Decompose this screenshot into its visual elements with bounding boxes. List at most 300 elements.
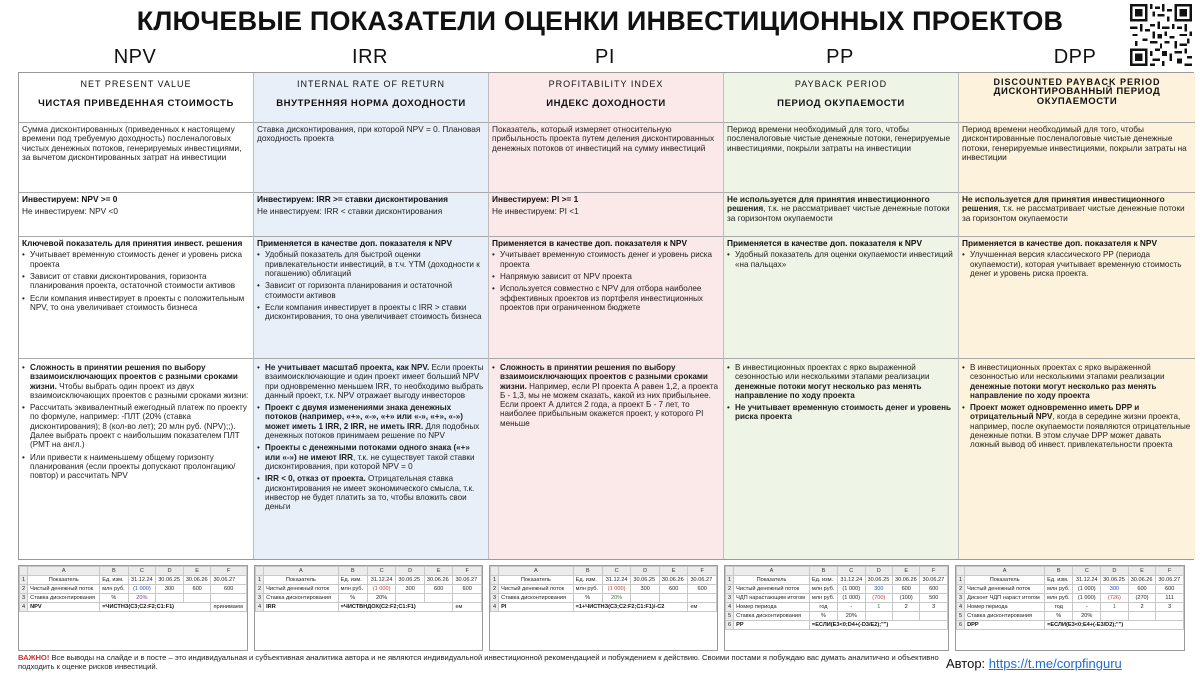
table-cell: 30.06.27 xyxy=(453,576,482,585)
table-cell: 2 xyxy=(893,603,920,612)
table-row xyxy=(726,603,948,612)
table-cell: B xyxy=(100,567,128,576)
table-cell: C xyxy=(602,567,631,576)
header-en: PAYBACK PERIOD xyxy=(794,79,888,89)
table-cell: % xyxy=(573,594,602,603)
table-cell: 600 xyxy=(688,585,717,594)
table-cell: (1 000) xyxy=(128,585,156,594)
table-cell: 20% xyxy=(602,594,631,603)
disclaimer-label: ВАЖНО! xyxy=(18,653,50,662)
table-cell: A xyxy=(28,567,100,576)
list-item: • Не учитывает масштаб проекта, как NPV. Если проекты взаимоисключающие и один проект имеет больший NPV при одновременно меньшем IRR, то необходимо выбрать данный проект, т.к. NPV отражает выгоду инвесторов xyxy=(257,363,485,400)
table-cell: ем xyxy=(688,603,717,612)
list-item: • Сложность в принятии решения по выбору взаимоисключающих проектов с разными сроками жизни. Чтобы выбрать один проект из двух взаимоисключающих проектов с разными сроками жизни: xyxy=(22,363,250,400)
invest-rule: Инвестируем: NPV >= 0 xyxy=(22,194,118,204)
table-cell: C xyxy=(1073,567,1101,576)
table-cell: млн руб. xyxy=(573,585,602,594)
table-cell: 3 xyxy=(491,594,499,603)
table-cell: E xyxy=(1128,567,1156,576)
usage-cell xyxy=(19,237,253,359)
table-cell: 5 xyxy=(957,612,965,621)
table-cell: млн руб. xyxy=(100,585,128,594)
table-cell: 3 xyxy=(256,594,264,603)
list-item: • Рассчитать эквивалентный ежегодный платеж по проекту по формуле, например: -ПЛТ (20% (ставка дисконтирования); 8 (кол-во лет); 20 млн руб. (NPV);;). Далее выбрать проект с наибольшим показателем ПЛТ (PMT на англ.) xyxy=(22,403,250,449)
usage-title: Применяется в качестве доп. показателя к NPV xyxy=(727,238,922,248)
table-cell: (1 000) xyxy=(1073,594,1101,603)
table-cell: 6 xyxy=(957,621,965,630)
table-cell: 2 xyxy=(726,585,734,594)
table-cell: 30.06.27 xyxy=(920,576,948,585)
table-cell: 4 xyxy=(726,603,734,612)
table-cell: - xyxy=(838,603,865,612)
limits-cell xyxy=(724,359,958,561)
table-cell: Показатель xyxy=(28,576,100,585)
header-cell xyxy=(19,73,253,123)
table-cell xyxy=(865,612,892,621)
table-cell: Чистый денежный поток xyxy=(28,585,100,594)
table-cell xyxy=(957,567,965,576)
table-cell: 300 xyxy=(396,585,425,594)
table-cell xyxy=(1156,612,1184,621)
decision-cell xyxy=(254,193,488,237)
table-cell: F xyxy=(211,567,247,576)
table-cell: - xyxy=(1073,603,1101,612)
decision-cell xyxy=(959,193,1195,237)
list-item: • Если компания инвестирует в проекты с положительным NPV, то она увеличивает стоимость бизнеса xyxy=(22,294,250,313)
table-row xyxy=(726,585,948,594)
table-cell: Показатель xyxy=(965,576,1045,585)
table-cell: 300 xyxy=(156,585,184,594)
table-cell: DPP xyxy=(965,621,1045,630)
table-row xyxy=(256,594,482,603)
table-cell: 20% xyxy=(367,594,396,603)
table-cell: Показатель xyxy=(264,576,339,585)
invest-rule: Инвестируем: PI >= 1 xyxy=(492,194,579,204)
table-row xyxy=(20,594,247,603)
table-cell: млн руб. xyxy=(809,594,837,603)
table-cell: Чистый денежный поток xyxy=(734,585,810,594)
table-row xyxy=(957,612,1184,621)
list-item: • Сложность в принятии решения по выбору взаимоисключающих проектов с разными сроками жизни. Например, если PI проекта А равен 1,2, а проекта Б - 1,3, мы не можем сказать, какой из них прибыльнее. Если проект А длится 2 года, а проект Б - 7 лет, то наиболее прибыльным окажется проект, у которого PI меньше xyxy=(492,363,720,428)
table-cell: =ЕСЛИ(E3<0;D4+(-D3/E2);"") xyxy=(809,621,947,630)
table-cell: E xyxy=(183,567,211,576)
author-label: Автор: xyxy=(946,656,989,671)
invest-rule: Не используется для принятия инвестиционного решения xyxy=(962,194,1165,214)
header-ru: ЧИСТАЯ ПРИВЕДЕННАЯ СТОИМОСТЬ xyxy=(38,98,234,109)
table-cell: 30.06.26 xyxy=(659,576,688,585)
table-cell: =1+ЧИСТНЗ(C3;C2:F2;C1:F1)/-C2 xyxy=(573,603,688,612)
table-cell: A xyxy=(499,567,574,576)
definition-cell: Сумма дисконтированных (приведенных к настоящему времени под требуемую доходность) посленалоговых чистых денежных потоков, генерируемых инвестициями, за вычетом дисконтированных затрат на инвестиции xyxy=(19,123,253,193)
noinvest-rule: , т.к. не рассматривает чистые денежные потоки за горизонтом окупаемости xyxy=(727,203,950,223)
limits-cell xyxy=(489,359,723,561)
table-cell: 30.06.27 xyxy=(1156,576,1184,585)
table-cell: E xyxy=(659,567,688,576)
list-item: • Зависит от ставки дисконтирования, горизонта планирования проекта, остаточной стоимости активов xyxy=(22,272,250,291)
table-cell xyxy=(631,594,660,603)
table-cell: (1 000) xyxy=(367,585,396,594)
table-cell: F xyxy=(1156,567,1184,576)
column-dpp xyxy=(959,73,1195,559)
table-cell: NPV xyxy=(28,603,100,612)
table-row xyxy=(256,603,482,612)
table-cell: млн руб. xyxy=(338,585,367,594)
table-cell: F xyxy=(453,567,482,576)
spreadsheet-pi xyxy=(489,565,718,651)
table-cell: 20% xyxy=(1073,612,1101,621)
table-cell: E xyxy=(424,567,453,576)
table-cell: Ставка дисконтирования xyxy=(965,612,1045,621)
table-cell: млн руб. xyxy=(1045,585,1073,594)
noinvest-rule: Не инвестируем: IRR < ставки дисконтирования xyxy=(257,206,443,217)
table-cell: 3 xyxy=(20,594,28,603)
limits-list xyxy=(727,363,955,422)
table-cell: 600 xyxy=(183,585,211,594)
table-cell: (1 000) xyxy=(1073,585,1101,594)
table-cell: B xyxy=(338,567,367,576)
table-cell: 3 xyxy=(920,603,948,612)
definition-cell: Показатель, который измеряет относительную прибыльность проекта путем деления дисконтированных денежных потоков от инвестиций на сумму инвестиций xyxy=(489,123,723,193)
table-cell: C xyxy=(838,567,865,576)
invest-rule: Не используется для принятия инвестиционного решения xyxy=(727,194,930,214)
header-ru: ИНДЕКС ДОХОДНОСТИ xyxy=(546,98,666,109)
usage-title: Применяется в качестве доп. показателя к NPV xyxy=(492,238,687,248)
table-cell: =ЕСЛИ(E3<0;E4+(-E3/D2);"") xyxy=(1045,621,1184,630)
table-cell xyxy=(1101,612,1129,621)
table-cell: Ставка дисконтирования xyxy=(734,612,810,621)
limits-cell xyxy=(959,359,1195,561)
usage-cell xyxy=(489,237,723,359)
table-cell xyxy=(453,594,482,603)
list-item: • Удобный показатель для оценки окупаемости инвестиций «на пальцах» xyxy=(727,250,955,269)
usage-cell xyxy=(959,237,1195,359)
list-item: • Используется совместно с NPV для отбора наиболее эффективных проектов из портфеля инвестиционных проектов при ограниченном бюджете xyxy=(492,284,720,312)
table-row xyxy=(957,585,1184,594)
table-cell xyxy=(893,612,920,621)
table-cell: 111 xyxy=(1156,594,1184,603)
table-cell: Ед. изм. xyxy=(100,576,128,585)
table-cell: (1 000) xyxy=(838,585,865,594)
list-item: • Проекты с денежными потоками одного знака («+» или «-») не имеют IRR, т.к. не существует такой ставки дисконтирования, при которой NPV = 0 xyxy=(257,443,485,471)
table-cell: 20% xyxy=(838,612,865,621)
limits-cell xyxy=(254,359,488,561)
table-cell: 300 xyxy=(865,585,892,594)
table-cell: 30.06.26 xyxy=(424,576,453,585)
table-cell: 1 xyxy=(1101,603,1129,612)
table-cell: 600 xyxy=(1128,585,1156,594)
table-cell xyxy=(424,594,453,603)
spreadsheet-pp xyxy=(724,565,949,651)
table-cell: 30.06.26 xyxy=(1128,576,1156,585)
table-cell: Чистый денежный поток xyxy=(264,585,339,594)
header-ru: ВНУТРЕННЯЯ НОРМА ДОХОДНОСТИ xyxy=(276,98,466,109)
table-cell xyxy=(183,594,211,603)
table-cell: ем xyxy=(453,603,482,612)
table-cell: 600 xyxy=(424,585,453,594)
table-cell: E xyxy=(893,567,920,576)
table-cell xyxy=(20,567,28,576)
table-cell: 4 xyxy=(957,603,965,612)
table-row xyxy=(20,576,247,585)
table-cell xyxy=(659,594,688,603)
table-cell: (1 000) xyxy=(602,585,631,594)
table-cell: 3 xyxy=(1156,603,1184,612)
table-cell: B xyxy=(573,567,602,576)
table-row xyxy=(20,603,247,612)
list-item: • Зависит от горизонта планирования и остаточной стоимости активов xyxy=(257,281,485,300)
abbr-npv: NPV xyxy=(113,46,157,68)
decision-cell xyxy=(724,193,958,237)
table-cell: (726) xyxy=(1101,594,1129,603)
page-title: КЛЮЧЕВЫЕ ПОКАЗАТЕЛИ ОЦЕНКИ ИНВЕСТИЦИОННЫХ ПРОЕКТОВ xyxy=(136,6,1064,36)
list-item: • В инвестиционных проектах с ярко выраженной сезонностью или несколькими этапами реализации денежные потоки могут несколько раз менять направление по ходу проекта xyxy=(727,363,955,400)
table-row xyxy=(491,594,717,603)
usage-cell xyxy=(254,237,488,359)
column-irr xyxy=(254,73,489,559)
abbr-pp: PP xyxy=(826,46,854,68)
abbr-irr: IRR xyxy=(352,46,388,68)
author-link[interactable]: https://t.me/corpfinguru xyxy=(988,656,1122,671)
limits-list xyxy=(22,363,250,481)
table-cell: млн руб. xyxy=(809,585,837,594)
table-cell: 4 xyxy=(20,603,28,612)
list-item: • В инвестиционных проектах с ярко выраженной сезонностью или несколькими этапами реализации денежные потоки могут несколько раз менять направление по ходу проекта xyxy=(962,363,1192,400)
definition-cell: Ставка дисконтирования, при которой NPV = 0. Плановая доходность проекта xyxy=(254,123,488,193)
table-cell xyxy=(688,594,717,603)
table-cell: год xyxy=(809,603,837,612)
table-cell xyxy=(726,567,734,576)
table-cell: 2 xyxy=(256,585,264,594)
table-row xyxy=(726,621,948,630)
table-cell: Ед. изм. xyxy=(573,576,602,585)
table-cell: год xyxy=(1045,603,1073,612)
list-item: • Учитывает временную стоимость денег и уровень риска проекта xyxy=(22,250,250,269)
table-row xyxy=(726,594,948,603)
table-cell: 31.12.24 xyxy=(128,576,156,585)
header-en: NET PRESENT VALUE xyxy=(80,79,192,89)
table-cell: 500 xyxy=(920,594,948,603)
table-cell: 2 xyxy=(20,585,28,594)
table-cell: Показатель xyxy=(499,576,574,585)
column-pp xyxy=(724,73,959,559)
table-cell: 1 xyxy=(726,576,734,585)
usage-list xyxy=(257,250,485,321)
table-cell: 6 xyxy=(726,621,734,630)
author-credit xyxy=(946,656,1122,671)
table-cell: Ед. изм. xyxy=(1045,576,1073,585)
table-cell: 30.06.25 xyxy=(631,576,660,585)
header-cell xyxy=(254,73,488,123)
table-cell: 30.06.25 xyxy=(1101,576,1129,585)
table-cell: 20% xyxy=(128,594,156,603)
table-cell: Ставка дисконтирования xyxy=(28,594,100,603)
table-cell: (1 000) xyxy=(838,594,865,603)
table-cell xyxy=(211,594,247,603)
table-cell: 30.06.25 xyxy=(865,576,892,585)
list-item: • Не учитывает временную стоимость денег и уровень риска проекта xyxy=(727,403,955,422)
spreadsheet-npv xyxy=(18,565,248,651)
column-npv xyxy=(19,73,254,559)
table-cell: 4 xyxy=(491,603,499,612)
table-cell: 30.06.25 xyxy=(396,576,425,585)
table-cell: 600 xyxy=(1156,585,1184,594)
header-en: INTERNAL RATE OF RETURN xyxy=(296,79,445,89)
table-cell: IRR xyxy=(264,603,339,612)
table-cell: 30.06.25 xyxy=(156,576,184,585)
table-cell: A xyxy=(965,567,1045,576)
table-cell xyxy=(396,594,425,603)
list-item: • Учитывает временную стоимость денег и уровень риска проекта xyxy=(492,250,720,269)
table-cell: 2 xyxy=(491,585,499,594)
table-cell: Ед. изм. xyxy=(809,576,837,585)
table-cell: 5 xyxy=(726,612,734,621)
header-cell xyxy=(724,73,958,123)
table-cell: D xyxy=(156,567,184,576)
decision-cell xyxy=(489,193,723,237)
table-row xyxy=(957,576,1184,585)
header-en: PROFITABILITY INDEX xyxy=(548,79,664,89)
table-cell: 600 xyxy=(920,585,948,594)
table-row xyxy=(256,576,482,585)
table-cell: D xyxy=(1101,567,1129,576)
list-item: • Проект с двумя изменениями знака денежных потоков (например, «+», «-», «+» или «-», «+», «-») может иметь 1 IRR, 2 IRR, не иметь IRR. Для подобных денежных потоков принимаем решение по NPV xyxy=(257,403,485,440)
table-cell: C xyxy=(128,567,156,576)
limits-cell xyxy=(19,359,253,561)
table-row xyxy=(957,621,1184,630)
table-cell: Ставка дисконтирования xyxy=(499,594,574,603)
table-cell: 1 xyxy=(957,576,965,585)
table-cell xyxy=(1128,612,1156,621)
table-cell: PP xyxy=(734,621,810,630)
table-cell: 30.06.26 xyxy=(183,576,211,585)
list-item: • Напрямую зависит от NPV проекта xyxy=(492,272,720,281)
invest-rule: Инвестируем: IRR >= ставки дисконтирования xyxy=(257,194,448,204)
disclaimer-text: Все выводы на слайде и в посте – это индивидуальная и субъективная аналитика автора и не являются индивидуальной инвестиционной рекомендацией и побуждением к действию. Своими постами я побуждаю вас думать аналитично и объективно подходить к оценке рисков инвестиций. xyxy=(18,653,939,671)
table-cell: 2 xyxy=(957,585,965,594)
abbr-dpp: DPP xyxy=(1053,46,1097,68)
table-cell: 300 xyxy=(631,585,660,594)
table-cell: D xyxy=(865,567,892,576)
table-cell: 1 xyxy=(256,576,264,585)
table-cell: 1 xyxy=(491,576,499,585)
usage-list xyxy=(492,250,720,312)
table-row xyxy=(726,576,948,585)
table-cell: % xyxy=(338,594,367,603)
table-cell: Номер периода xyxy=(734,603,810,612)
header-cell xyxy=(489,73,723,123)
table-row xyxy=(957,594,1184,603)
table-cell xyxy=(156,594,184,603)
table-cell: Показатель xyxy=(734,576,810,585)
table-cell: C xyxy=(367,567,396,576)
spreadsheet-dpp xyxy=(955,565,1185,651)
spreadsheet-irr xyxy=(254,565,483,651)
table-cell: % xyxy=(809,612,837,621)
decision-cell xyxy=(19,193,253,237)
table-cell: B xyxy=(809,567,837,576)
table-cell: 300 xyxy=(1101,585,1129,594)
header-cell xyxy=(959,73,1195,123)
table-cell: (100) xyxy=(893,594,920,603)
usage-title: Применяется в качестве доп. показателя к NPV xyxy=(257,238,452,248)
table-cell: 31.12.24 xyxy=(367,576,396,585)
table-cell: 30.06.26 xyxy=(893,576,920,585)
table-cell: D xyxy=(631,567,660,576)
table-cell: (700) xyxy=(865,594,892,603)
table-cell: =ЧИСТВНДОХ(C2:F2;C1:F1) xyxy=(338,603,453,612)
table-cell: 4 xyxy=(256,603,264,612)
table-cell xyxy=(256,567,264,576)
table-cell: Чистый денежный поток xyxy=(499,585,574,594)
table-cell: 31.12.24 xyxy=(838,576,865,585)
limits-list xyxy=(257,363,485,511)
header-en: DISCOUNTED PAYBACK PERIOD xyxy=(993,77,1161,87)
list-item: • Проект может одновременно иметь DPP и отрицательный NPV, когда в середине жизни проекта, например, после окупаемости появляются отрицательные денежные потки. В этом случае DPP может давать ложный вывод об инвест. привлекательности проекта xyxy=(962,403,1192,449)
list-item: • Улучшенная версия классического PP (периода окупаемости), которая учитывает временную стоимость денег и уровень риска проекта. xyxy=(962,250,1192,278)
table-cell: D xyxy=(396,567,425,576)
table-cell: 600 xyxy=(211,585,247,594)
table-cell: 600 xyxy=(453,585,482,594)
table-cell: 1 xyxy=(20,576,28,585)
table-cell: Ставка дисконтирования xyxy=(264,594,339,603)
table-cell: млн руб. xyxy=(1045,594,1073,603)
table-cell: PI xyxy=(499,603,574,612)
table-cell: (270) xyxy=(1128,594,1156,603)
table-cell: 3 xyxy=(957,594,965,603)
table-cell: 600 xyxy=(893,585,920,594)
table-row xyxy=(491,585,717,594)
table-cell: 1 xyxy=(865,603,892,612)
comparison-table xyxy=(18,72,1194,560)
definition-cell: Период времени необходимый для того, чтобы посленалоговые чистые денежные потоки, генерируемые инвестициями, покрыли затраты на инвестиции xyxy=(724,123,958,193)
table-cell: Ед. изм. xyxy=(338,576,367,585)
table-cell: =ЧИСТНЗ(C3;C2:F2;C1:F1) xyxy=(100,603,211,612)
table-cell: F xyxy=(920,567,948,576)
table-cell: принимаем xyxy=(211,603,247,612)
table-row xyxy=(957,603,1184,612)
definition-cell: Период времени необходимый для того, чтобы дисконтированные посленалоговые чистые денежные потоки, генерируемые инвестициями, покрыли затраты на инвестиции xyxy=(959,123,1195,193)
abbr-pi: PI xyxy=(595,46,615,68)
noinvest-rule: , т.к. не рассматривает чистые денежные потоки за горизонтом окупаемости xyxy=(962,203,1185,223)
table-cell: 2 xyxy=(1128,603,1156,612)
table-cell: 31.12.24 xyxy=(1073,576,1101,585)
list-item: • Удобный показатель для быстрой оценки привлекательности инвестиций, в т.ч. YTM (доходности к погашению) облигаций xyxy=(257,250,485,278)
list-item: • Если компания инвестирует в проекты с IRR > ставки дисконтирования, то она увеличивает стоимость бизнеса xyxy=(257,303,485,322)
limits-list xyxy=(492,363,720,428)
column-pi xyxy=(489,73,724,559)
table-cell: Номер периода xyxy=(965,603,1045,612)
table-row xyxy=(726,612,948,621)
table-cell: 30.06.27 xyxy=(211,576,247,585)
limits-list xyxy=(962,363,1192,450)
usage-title: Ключевой показатель для принятия инвест. решения xyxy=(22,238,243,248)
table-cell: A xyxy=(264,567,339,576)
table-cell: Дисконт ЧДП нараст итогом xyxy=(965,594,1045,603)
abbreviation-row xyxy=(18,46,1198,70)
table-cell: 30.06.27 xyxy=(688,576,717,585)
table-cell: F xyxy=(688,567,717,576)
table-cell: A xyxy=(734,567,810,576)
noinvest-rule: Не инвестируем: NPV <0 xyxy=(22,206,118,217)
table-cell xyxy=(491,567,499,576)
list-item: • IRR < 0, отказ от проекта. Отрицательная ставка дисконтирования не имеет экономического смысла, т.к. инвестор не будет платить за то, чтобы вложить свои деньги xyxy=(257,474,485,511)
table-cell xyxy=(920,612,948,621)
usage-list xyxy=(22,250,250,312)
table-row xyxy=(491,603,717,612)
header-ru: ДИСКОНТИРОВАННЫЙ ПЕРИОД ОКУПАЕМОСТИ xyxy=(993,86,1161,107)
disclaimer xyxy=(18,654,958,671)
table-row xyxy=(20,585,247,594)
